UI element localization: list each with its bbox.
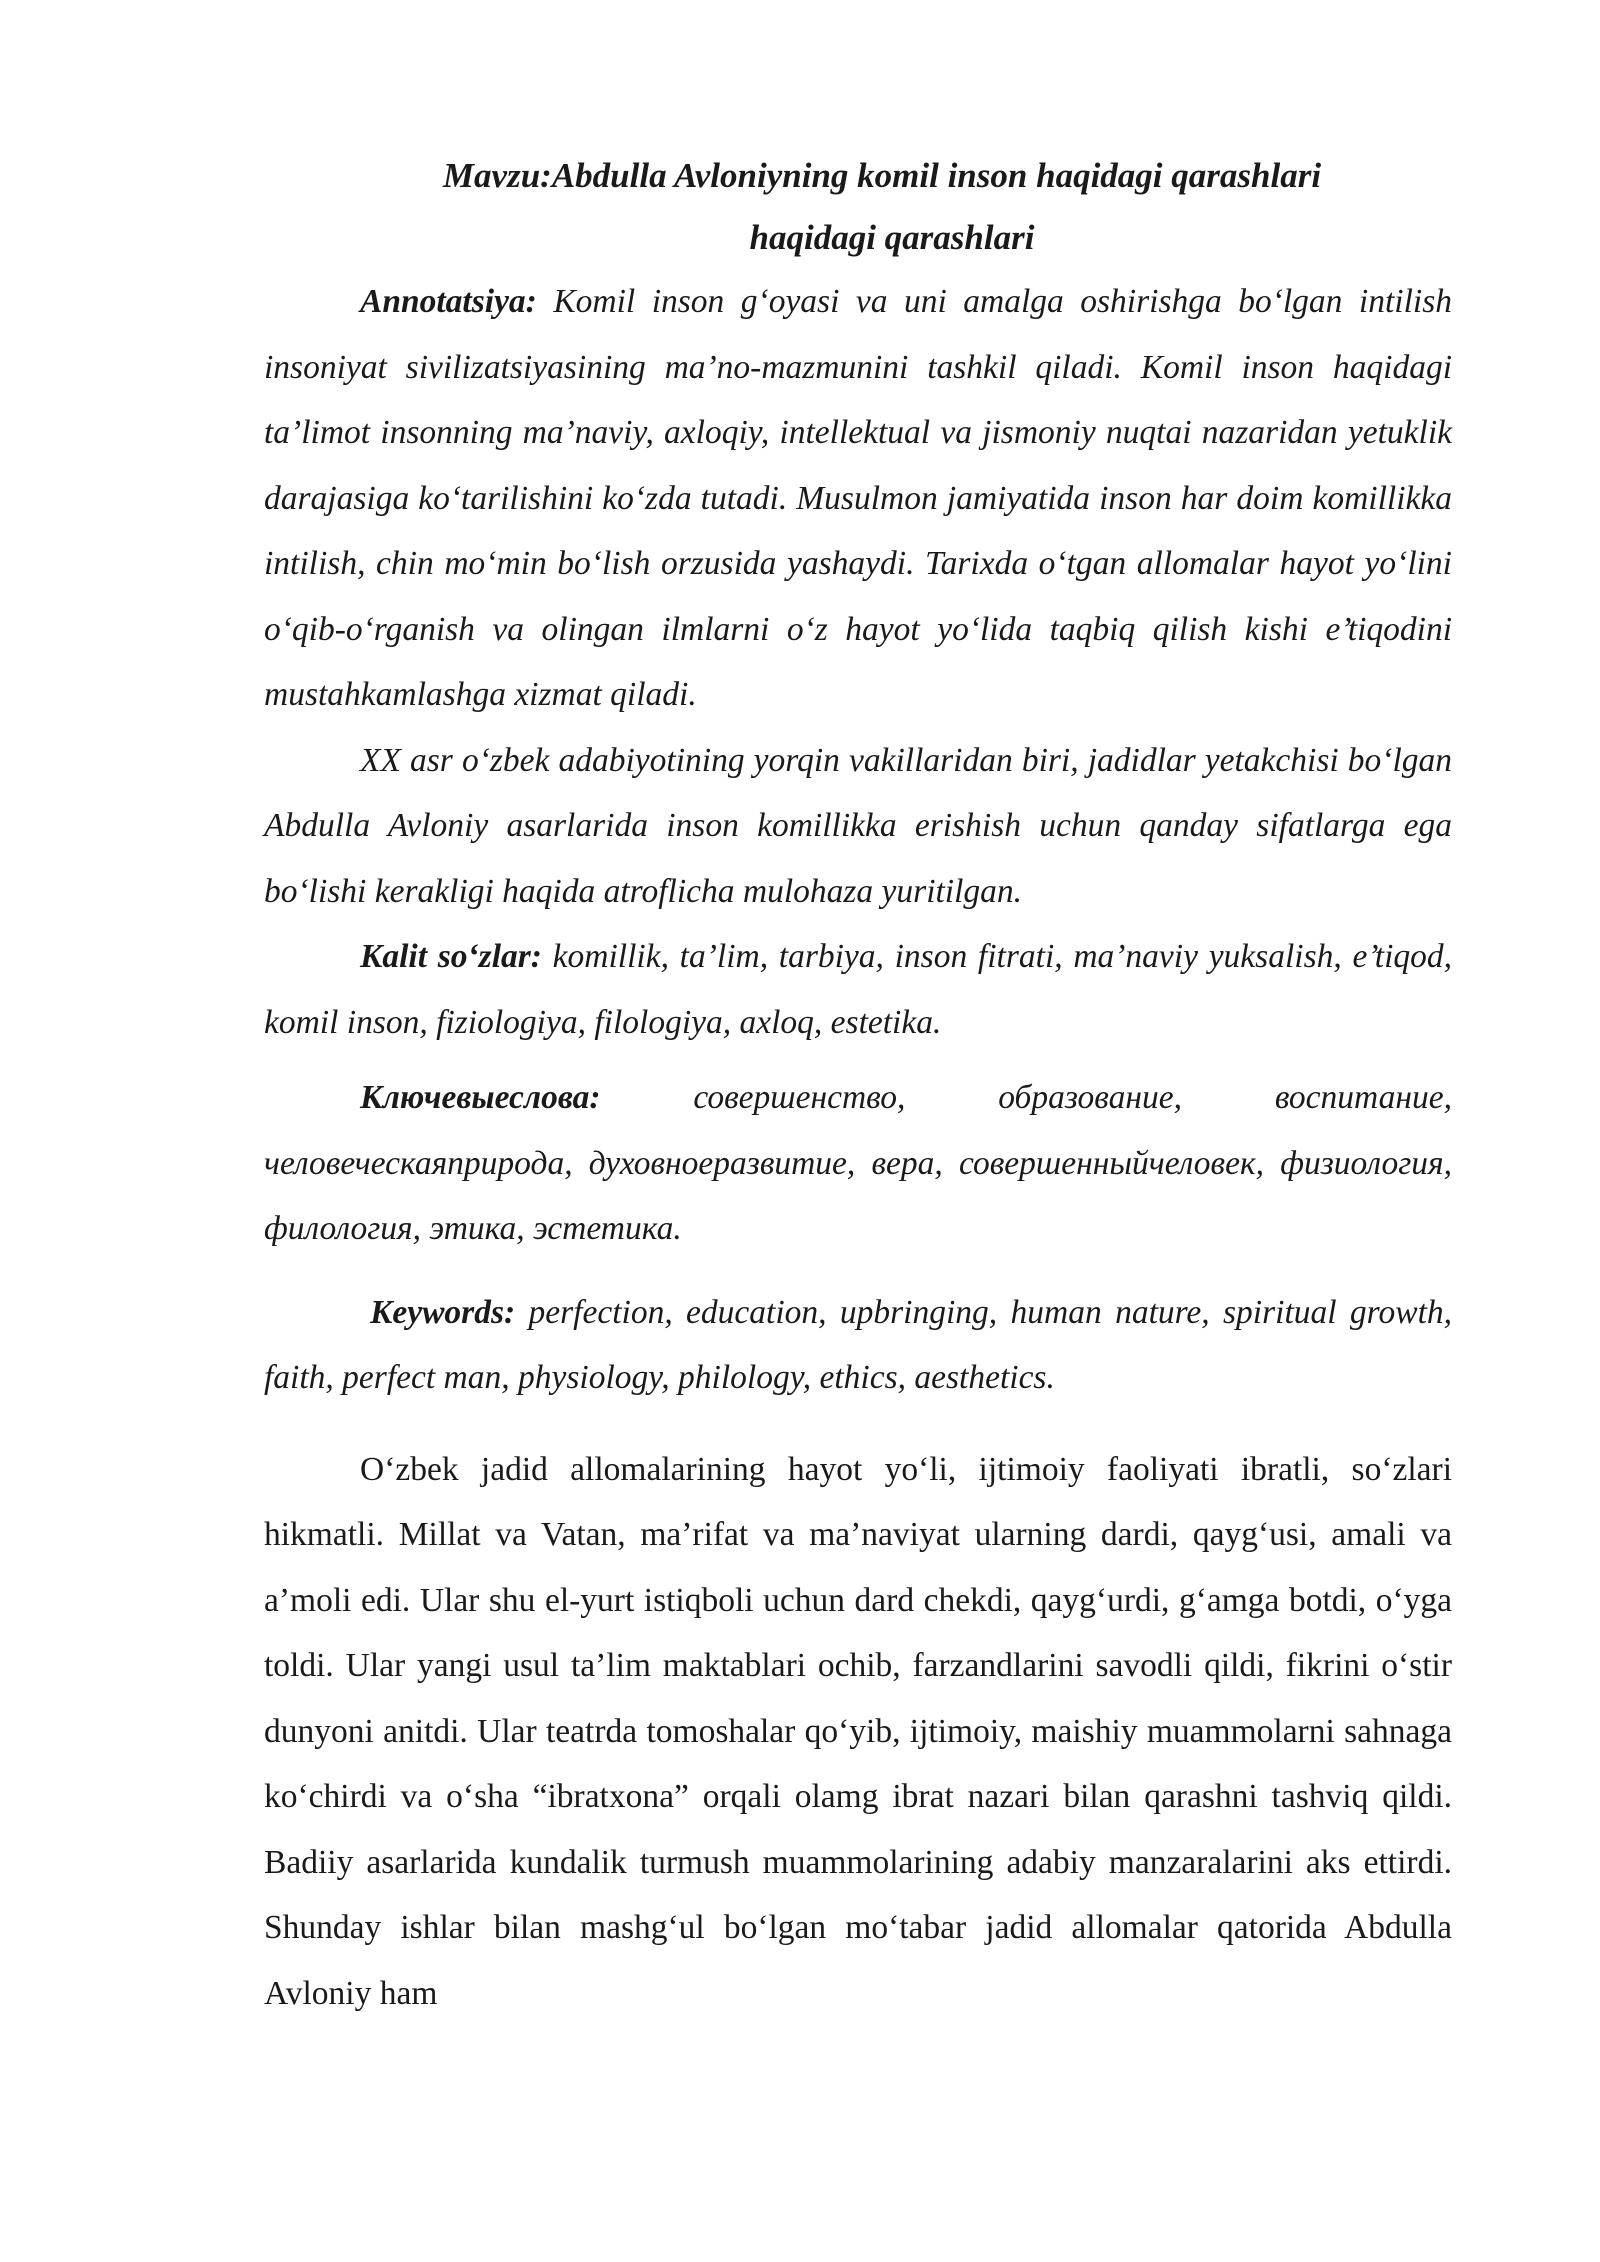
keywords-uz-text: komillik, ta’lim, tarbiya, inson fitrati, ma’naviy yuksalish, e’tiqod, komil inson, fiziologiya, filologiya, axloq, estetika. [264, 938, 1453, 1041]
annotation-paragraph [264, 269, 1452, 728]
keywords-uz-label: Kalit so‘zlar: [360, 938, 542, 975]
keywords-en-paragraph [264, 1280, 1452, 1411]
keywords-en-text: perfection, education, upbringing, human nature, spiritual growth, faith, perfect man, physiology, philology, ethics, aesthetics. [264, 1293, 1452, 1396]
annotation-paragraph-2: XX asr o‘zbek adabiyotining yorqin vakillaridan biri, jadidlar yetakchisi bo‘lgan Abdulla Avloniy asarlarida inson komillikka erishish uchun qanday sifatlarga ega bo‘lishi kerakligi haqida atroflicha mulohaza yuritilgan. [264, 741, 1452, 910]
document-page [264, 145, 1452, 2026]
annotation-text: Komil inson g‘oyasi va uni amalga oshirishga bo‘lgan intilish insoniyat sivilizatsiyasining ma’no-mazmunini tashkil qiladi. Komil inson haqidagi ta’limot insonning ma’naviy, axloqiy, intellektual va jismoniy nuqtai nazaridan yetuklik darajasiga ko‘tarilishini ko‘zda tutadi. Musulmon jamiyatida inson har doim komillikka intilish, chin mo‘min bo‘lish orzusida yashaydi. Tarixda o‘tgan allomalar hayot yo‘lini o‘qib-o‘rganish va olingan ilmlarni o‘z hayot yo‘lida taqbiq qilish kishi e’tiqodini mustahkamlashga xizmat qiladi. [264, 283, 1452, 713]
title-line-1: Mavzu:Abdulla Avloniyning komil inson haqidagi qarashlari [442, 156, 1322, 195]
body-paragraph-1: O‘zbek jadid allomalarining hayot yo‘li, ijtimoiy faoliyati ibratli, so‘zlari hikmatli. Millat va Vatan, ma’rifat va ma’naviyat ularning dardi, qayg‘usi, amali va a’moli edi. Ular shu el-yurt istiqboli uchun dard chekdi, qayg‘urdi, g‘amga botdi, o‘yga toldi. Ular yangi usul ta’lim maktablari ochib, farzandlarini savodli qildi, fikrini o‘stir dunyoni anitdi. Ular teatrda tomoshalar qo‘yib, ijtimoiy, maishiy muammolarni sahnaga ko‘chirdi va o‘sha “ibratxona” orqali olamg ibrat nazari bilan qarashni tashviq qildi. Badiiy asarlarida kundalik turmush muammolarining adabiy manzaralarini aks ettirdi. Shunday ishlar bilan mashg‘ul bo‘lgan mo‘tabar jadid allomalar qatorida Abdulla Avloniy ham [264, 1450, 1452, 2012]
keywords-uz-paragraph [264, 924, 1452, 1055]
document-title [264, 145, 1452, 269]
keywords-en-label: Keywords: [370, 1293, 516, 1331]
keywords-ru-text: совершенство, образование, воспитание, человеческаяприрода, духовноеразвитие, вера, совершенныйчеловек, физиология, филология, этика, эстетика. [264, 1079, 1452, 1247]
annotation-label: Annotatsiya: [360, 283, 537, 320]
keywords-ru-label: Ключевыеслова: [360, 1079, 601, 1116]
title-line-2: haqidagi qarashlari [749, 218, 1035, 257]
keywords-ru-paragraph [264, 1065, 1452, 1262]
